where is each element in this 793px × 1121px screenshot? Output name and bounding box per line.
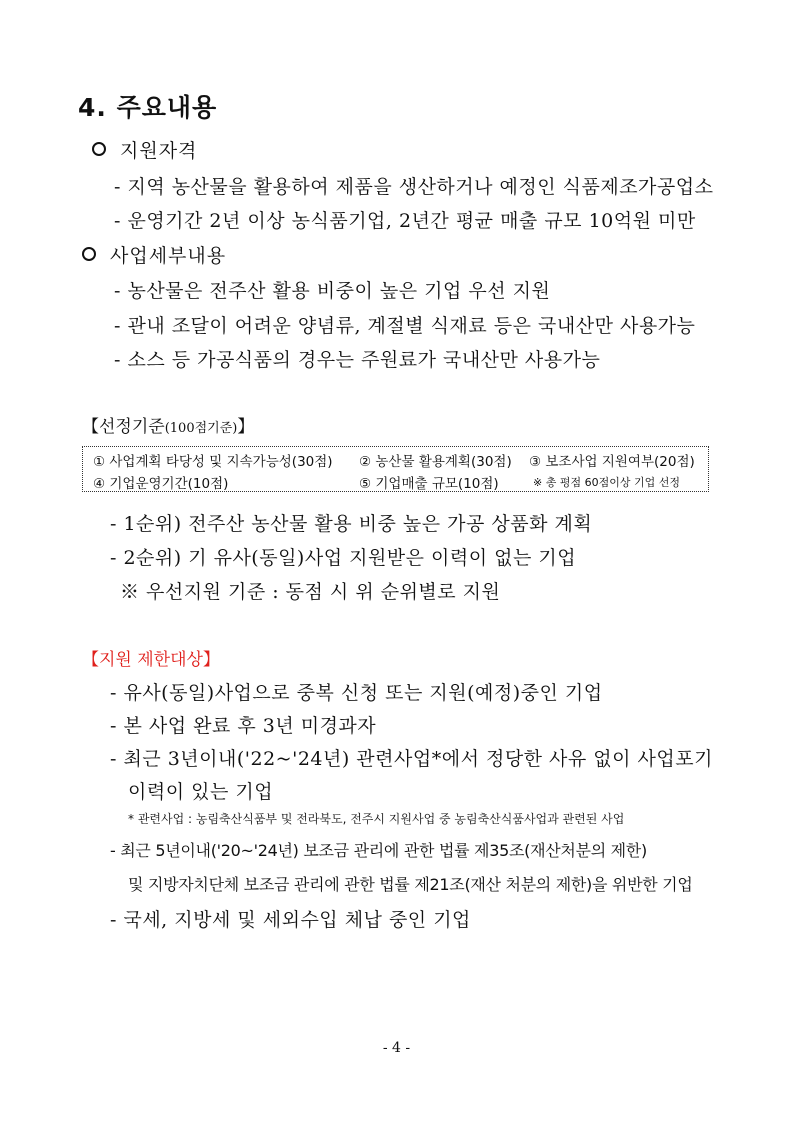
hollow-circle-bullet-icon [82, 247, 96, 261]
details-item: - 관내 조달이 어려운 양념류, 계절별 식재료 등은 국내산만 사용가능 [114, 315, 696, 337]
details-heading-text: 사업세부내용 [110, 245, 227, 267]
section-title: 4. 주요내용 [78, 93, 218, 122]
criterion-item: ① 사업계획 타당성 및 지속가능성(30점) [93, 454, 333, 470]
criteria-total-note: ※ 총 평점 60점이상 기업 선정 [533, 476, 680, 489]
page-number: - 4 - [382, 1040, 411, 1056]
criteria-heading-text: 【선정기준 [82, 417, 165, 437]
criterion-item: ④ 기업운영기간(10점) [93, 476, 229, 492]
criteria-box [82, 446, 709, 492]
restriction-item-law: - 최근 5년이내('20~'24년) 보조금 관리에 관한 법률 제35조(재산처분의 제한) [110, 841, 647, 860]
restriction-item: - 유사(동일)사업으로 중복 신청 또는 지원(예정)중인 기업 [110, 682, 603, 704]
hollow-circle-bullet-icon [92, 142, 106, 156]
restriction-item: - 국세, 지방세 및 세외수입 체납 중인 기업 [110, 909, 471, 931]
restriction-item-continued: 이력이 있는 기업 [128, 781, 274, 803]
details-item: - 농산물은 전주산 활용 비중이 높은 기업 우선 지원 [114, 280, 551, 302]
criterion-item: ③ 보조사업 지원여부(20점) [529, 454, 695, 470]
details-item: - 소스 등 가공식품의 경우는 주원료가 국내산만 사용가능 [114, 349, 601, 371]
priority-item: - 2순위) 기 유사(동일)사업 지원받은 이력이 없는 기업 [110, 547, 577, 569]
criterion-item: ⑤ 기업매출 규모(10점) [359, 476, 499, 492]
priority-note: ※ 우선지원 기준 : 동점 시 위 순위별로 지원 [120, 581, 501, 603]
eligibility-heading-text: 지원자격 [120, 140, 198, 162]
criteria-heading-close: 】 [237, 417, 255, 437]
eligibility-heading [92, 136, 197, 163]
restriction-item-law-continued: 및 지방자치단체 보조금 관리에 관한 법률 제21조(재산 처분의 제한)을 위반한 기업 [128, 875, 693, 894]
restriction-item: - 최근 3년이내('22~'24년) 관련사업*에서 정당한 사유 없이 사업포기 [110, 748, 713, 770]
restrictions-heading: 【지원 제한대상】 [82, 650, 220, 670]
criterion-item: ② 농산물 활용계획(30점) [359, 454, 512, 470]
related-business-footnote: * 관련사업 : 농림축산식품부 및 전라북도, 전주시 지원사업 중 농림축산식품사업과 관련된 사업 [128, 812, 625, 826]
eligibility-item: - 운영기간 2년 이상 농식품기업, 2년간 평균 매출 규모 10억원 미만 [114, 210, 696, 232]
restriction-item: - 본 사업 완료 후 3년 미경과자 [110, 715, 377, 737]
eligibility-item: - 지역 농산물을 활용하여 제품을 생산하거나 예정인 식품제조가공업소 [114, 176, 714, 198]
priority-item: - 1순위) 전주산 농산물 활용 비중 높은 가공 상품화 계획 [110, 513, 593, 535]
details-heading [82, 241, 226, 268]
criteria-heading [82, 412, 254, 437]
criteria-heading-sub: (100점기준) [164, 421, 238, 436]
